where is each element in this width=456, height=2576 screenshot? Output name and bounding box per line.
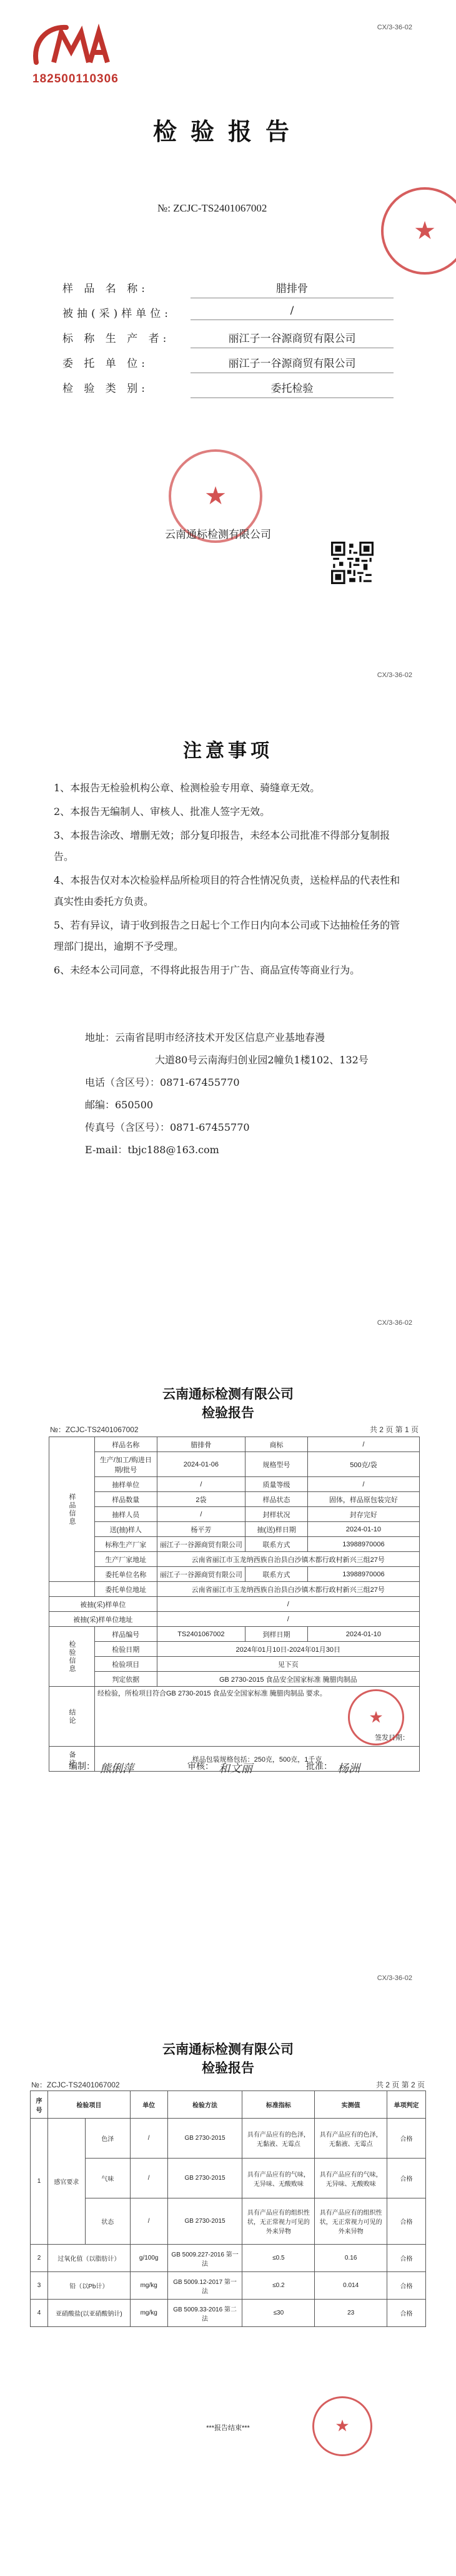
cell-value: 见下页 [157, 1657, 419, 1672]
cell-verdict: 合格 [387, 2245, 426, 2272]
organization-name: 云南通标检测有限公司 [165, 529, 271, 541]
remarks-text: 样品包装规格包括：250克，500克，1千克 [95, 1747, 420, 1772]
table-row [49, 1537, 420, 1552]
notice-item: 1、本报告无检验机构公章、检测检验专用章、骑缝章无效。 [54, 782, 320, 794]
report-number: №: ZCJC-TS2401067002 [157, 202, 267, 214]
email-link[interactable]: E-mail：tbjc188@163.com [85, 1144, 219, 1156]
cell-label: 抽样单位 [95, 1477, 157, 1492]
prepared-label: 编制： [69, 1762, 95, 1772]
info-row-sampled-unit [62, 300, 394, 324]
info-row-sample-name [62, 275, 394, 300]
cell-verdict: 合格 [387, 2272, 426, 2300]
cell-unit: mg/kg [130, 2272, 167, 2300]
signature-row [69, 1760, 400, 1785]
reviewed-signature: 和文丽 [219, 1762, 252, 1775]
doc-code: CX/3-36-02 [377, 1319, 412, 1327]
cell-value: 500克/袋 [307, 1452, 419, 1477]
info-row-client [62, 349, 394, 374]
report-subtitle: 检验报告 [202, 2061, 254, 2076]
cell-value: 13988970006 [307, 1537, 419, 1552]
cell-item: 感官要求 [47, 2119, 85, 2245]
cell-value: 2024-01-06 [157, 1452, 245, 1477]
cell-item: 铅（以Pb计） [47, 2272, 130, 2300]
table-row [31, 2245, 426, 2272]
cell-no: 4 [31, 2300, 48, 2327]
cell-item: 过氧化值（以脂肪计） [47, 2245, 130, 2272]
cell-value: 固体，样品原包装完好 [307, 1492, 419, 1507]
column-header: 检验方法 [167, 2091, 242, 2119]
official-seal-icon: ★ [381, 187, 456, 275]
cell-value: 腊排骨 [157, 1437, 245, 1452]
notice-list [54, 778, 410, 983]
cell-limit: ≤0.5 [242, 2245, 315, 2272]
cell-label: 抽(送)样日期 [245, 1522, 308, 1537]
cell-label: 样品数量 [95, 1492, 157, 1507]
cell-no: 2 [31, 2245, 48, 2272]
table-row [49, 1612, 420, 1627]
cell-value: 丽江子一谷源商贸有限公司 [157, 1537, 245, 1552]
cell-value: TS2401067002 [157, 1627, 245, 1642]
cell-value: / [307, 1477, 419, 1492]
notice-item: 3、本报告涂改、增删无效；部分复印报告，未经本公司批准不得部分复制报告。 [54, 829, 390, 862]
sample-info [62, 275, 394, 399]
info-label: 样 品 名 称: [62, 283, 149, 295]
cell-sub: 气味 [85, 2159, 130, 2198]
report-number: №：ZCJC-TS2401067002 [31, 2081, 120, 2089]
cell-label: 样品名称 [95, 1437, 157, 1452]
notice-item: 4、本报告仅对本次检验样品所检项目的符合性情况负责，送检样品的代表性和真实性由委托方负责。 [54, 874, 400, 907]
info-row-category [62, 374, 394, 399]
cell-unit: / [130, 2198, 167, 2245]
phone: 电话（含区号）：0871-67455770 [85, 1076, 240, 1088]
table-header-line [31, 2079, 425, 2090]
info-value: / [191, 305, 394, 320]
cell-value: GB 2730-2015 食品安全国家标准 腌腊肉制品 [157, 1672, 419, 1687]
info-label: 被抽(采)样单位: [62, 308, 172, 320]
cell-label: 判定依据 [95, 1672, 157, 1687]
report-page-2 [0, 1972, 456, 2576]
report-page-1 [0, 1317, 456, 1972]
table-row [49, 1552, 420, 1567]
info-value: 委托检验 [191, 379, 394, 398]
cell-value: 2024-01-10 [307, 1522, 419, 1537]
issue-date-label: 签发日期： [375, 1734, 409, 1742]
report-subtitle: 检验报告 [202, 1406, 254, 1420]
cell-limit: ≤0.2 [242, 2272, 315, 2300]
cell-method: GB 5009.227-2016 第一法 [167, 2245, 242, 2272]
column-header: 标准指标 [242, 2091, 315, 2119]
table-row [49, 1507, 420, 1522]
table-row [49, 1582, 420, 1597]
cell-label: 委托单位名称 [95, 1567, 157, 1582]
cell-value: / [157, 1597, 419, 1612]
cell-no: 3 [31, 2272, 48, 2300]
cell-sub: 状态 [85, 2198, 130, 2245]
table-row [49, 1437, 420, 1452]
table-header-line [50, 1424, 419, 1435]
cell-limit: 具有产品应有的组织性状，无正常视力可见的外来异物 [242, 2198, 315, 2245]
inspection-seal-icon: ★ [348, 1689, 404, 1745]
conclusion-text: 经检验，所检项目符合GB 2730-2015 食品安全国家标准 腌腊肉制品 要求。 [97, 1690, 327, 1697]
column-header: 检验项目 [47, 2091, 130, 2119]
cell-value: / [157, 1477, 245, 1492]
cell-unit: / [130, 2119, 167, 2159]
table-row [49, 1687, 420, 1747]
contact-block [85, 1027, 410, 1161]
address-line: 大道80号云南海归创业园2幢负1楼102、132号 [155, 1054, 369, 1066]
cell-result: 具有产品应有的气味，无异味、无酸败味 [315, 2159, 387, 2198]
cell-label: 规格型号 [245, 1452, 308, 1477]
column-header: 实测值 [315, 2091, 387, 2119]
cma-cert-number: 182500110306 [32, 72, 119, 85]
cell-method: GB 5009.33-2016 第二法 [167, 2300, 242, 2327]
info-value: 丽江子一谷源商贸有限公司 [191, 329, 394, 348]
lab-seal-icon: ★ [169, 449, 262, 543]
cell-label: 抽样人员 [95, 1507, 157, 1522]
side-label: 检验信息 [49, 1627, 95, 1687]
cell-result: 0.16 [315, 2245, 387, 2272]
cell-value: 云南省丽江市玉龙纳西族自治县白沙镇木都行政村新兴三组27号 [157, 1552, 419, 1567]
cell-method: GB 2730-2015 [167, 2159, 242, 2198]
table-row [49, 1642, 420, 1657]
report-number: №：ZCJC-TS2401067002 [50, 1425, 139, 1434]
page-count: 共 2 页 第 1 页 [369, 1425, 419, 1434]
cell-verdict: 合格 [387, 2300, 426, 2327]
cell-value: / [157, 1507, 245, 1522]
cell-no: 1 [31, 2119, 48, 2245]
table-row [49, 1657, 420, 1672]
table-row [49, 1522, 420, 1537]
fax: 传真号（含区号）：0871-67455770 [85, 1121, 250, 1133]
cell-label: 检验日期 [95, 1642, 157, 1657]
table-row [49, 1627, 420, 1642]
notice-item: 2、本报告无编制人、审核人、批准人签字无效。 [54, 806, 270, 817]
side-label: 样品信息 [49, 1437, 95, 1582]
cell-value: 杨平芳 [157, 1522, 245, 1537]
lab-name: 云南通标检测有限公司 [162, 1387, 294, 1402]
qr-code-icon[interactable] [331, 542, 374, 584]
column-header: 单项判定 [387, 2091, 426, 2119]
cell-value: 丽江子一谷源商贸有限公司 [157, 1567, 245, 1582]
table-header-row [31, 2091, 426, 2119]
cell-unit: / [130, 2159, 167, 2198]
table-row [31, 2159, 426, 2198]
cell-method: GB 5009.12-2017 第一法 [167, 2272, 242, 2300]
notice-title: 注意事项 [183, 740, 273, 762]
doc-code: CX/3-36-02 [377, 24, 412, 31]
doc-code: CX/3-36-02 [377, 1974, 412, 1982]
cell-value: 2024-01-10 [307, 1627, 419, 1642]
cell-unit: mg/kg [130, 2300, 167, 2327]
approved-label: 批准： [306, 1762, 332, 1772]
cell-limit: 具有产品应有的色泽，无黏液、无霉点 [242, 2119, 315, 2159]
cell-unit: g/100g [130, 2245, 167, 2272]
table-row [49, 1567, 420, 1582]
column-header: 单位 [130, 2091, 167, 2119]
table-row [49, 1672, 420, 1687]
approved-signature: 杨洲 [337, 1762, 360, 1775]
cell-label: 标称生产厂家 [95, 1537, 157, 1552]
conclusion-cell [95, 1687, 420, 1747]
info-label: 检 验 类 别: [62, 383, 149, 395]
cell-value: 2袋 [157, 1492, 245, 1507]
cell-label: 质量等级 [245, 1477, 308, 1492]
table-row [49, 1452, 420, 1477]
cell-verdict: 合格 [387, 2159, 426, 2198]
cell-value: 2024年01月10日-2024年01月30日 [157, 1642, 419, 1657]
cell-verdict: 合格 [387, 2119, 426, 2159]
info-label: 标 称 生 产 者: [62, 333, 171, 345]
cell-label: 商标 [245, 1437, 308, 1452]
cell-label: 到样日期 [245, 1627, 308, 1642]
column-header: 序号 [31, 2091, 48, 2119]
cell-label: 检验项目 [95, 1657, 157, 1672]
prepared-signature: 熊俐萍 [100, 1762, 134, 1775]
sample-info-table [49, 1437, 420, 1772]
cell-method: GB 2730-2015 [167, 2119, 242, 2159]
cell-label: 委托单位地址 [95, 1582, 157, 1597]
cell-label: 联系方式 [245, 1537, 308, 1552]
report-title: 检验报告 [152, 117, 303, 145]
info-value: 丽江子一谷源商贸有限公司 [191, 354, 394, 373]
info-row-producer [62, 324, 394, 349]
inspection-seal-icon: ★ [312, 2396, 372, 2456]
cell-label: 生产厂家地址 [95, 1552, 157, 1567]
table-row [31, 2272, 426, 2300]
table-row [49, 1597, 420, 1612]
address-line: 地址：云南省昆明市经济技术开发区信息产业基地春漫 [85, 1032, 325, 1043]
cell-result: 0.014 [315, 2272, 387, 2300]
table-row [31, 2198, 426, 2245]
table-row [49, 1492, 420, 1507]
cell-label: 封样状况 [245, 1507, 308, 1522]
cell-result: 具有产品应有的色泽，无黏液、无霉点 [315, 2119, 387, 2159]
cell-limit: 具有产品应有的气味，无异味、无酸败味 [242, 2159, 315, 2198]
cell-label: 联系方式 [245, 1567, 308, 1582]
postcode: 邮编：650500 [85, 1099, 154, 1111]
notice-item: 6、未经本公司同意，不得将此报告用于广告、商品宣传等商业行为。 [54, 964, 360, 976]
cell-sub: 色泽 [85, 2119, 130, 2159]
cell-label: 样品编号 [95, 1627, 157, 1642]
cell-value: 云南省丽江市玉龙纳西族自治县白沙镇木都行政村新兴三组27号 [157, 1582, 419, 1597]
info-value: 腊排骨 [191, 280, 394, 298]
cell-item: 亚硝酸盐(以亚硝酸钠计) [47, 2300, 130, 2327]
cell-value: 13988970006 [307, 1567, 419, 1582]
notice-page [0, 661, 456, 1317]
cover-page [0, 0, 456, 661]
cma-mark-icon [32, 24, 110, 70]
table-row [49, 1477, 420, 1492]
notice-item: 5、若有异议，请于收到报告之日起七个工作日内向本公司或下达抽检任务的管理部门提出，逾期不予受理。 [54, 919, 400, 952]
cell-result: 23 [315, 2300, 387, 2327]
cell-method: GB 2730-2015 [167, 2198, 242, 2245]
cell-label: 被抽(采)样单位地址 [49, 1612, 157, 1627]
cell-limit: ≤30 [242, 2300, 315, 2327]
cell-label: 生产/加工/购进日期/批号 [95, 1452, 157, 1477]
cell-label: 送(抽)样人 [95, 1522, 157, 1537]
cma-logo [32, 24, 119, 86]
table-row [31, 2119, 426, 2159]
table-row [31, 2300, 426, 2327]
cell-value: / [157, 1612, 419, 1627]
cell-verdict: 合格 [387, 2198, 426, 2245]
results-table [30, 2091, 426, 2327]
page-count: 共 2 页 第 2 页 [375, 2081, 425, 2089]
cell-label: 被抽(采)样单位 [49, 1597, 157, 1612]
cell-value: 封存完好 [307, 1507, 419, 1522]
lab-name: 云南通标检测有限公司 [162, 2042, 294, 2057]
remarks-label: 备注 [49, 1747, 95, 1772]
reviewed-label: 审核： [187, 1762, 214, 1772]
info-label: 委 托 单 位: [62, 358, 149, 370]
cell-value: / [307, 1437, 419, 1452]
doc-code: CX/3-36-02 [377, 671, 412, 679]
cell-label: 样品状态 [245, 1492, 308, 1507]
side-label: 结论 [49, 1687, 95, 1747]
cell-result: 具有产品应有的组织性状，无正常视力可见的外来异物 [315, 2198, 387, 2245]
report-end-mark: ***报告结束*** [206, 2424, 250, 2432]
